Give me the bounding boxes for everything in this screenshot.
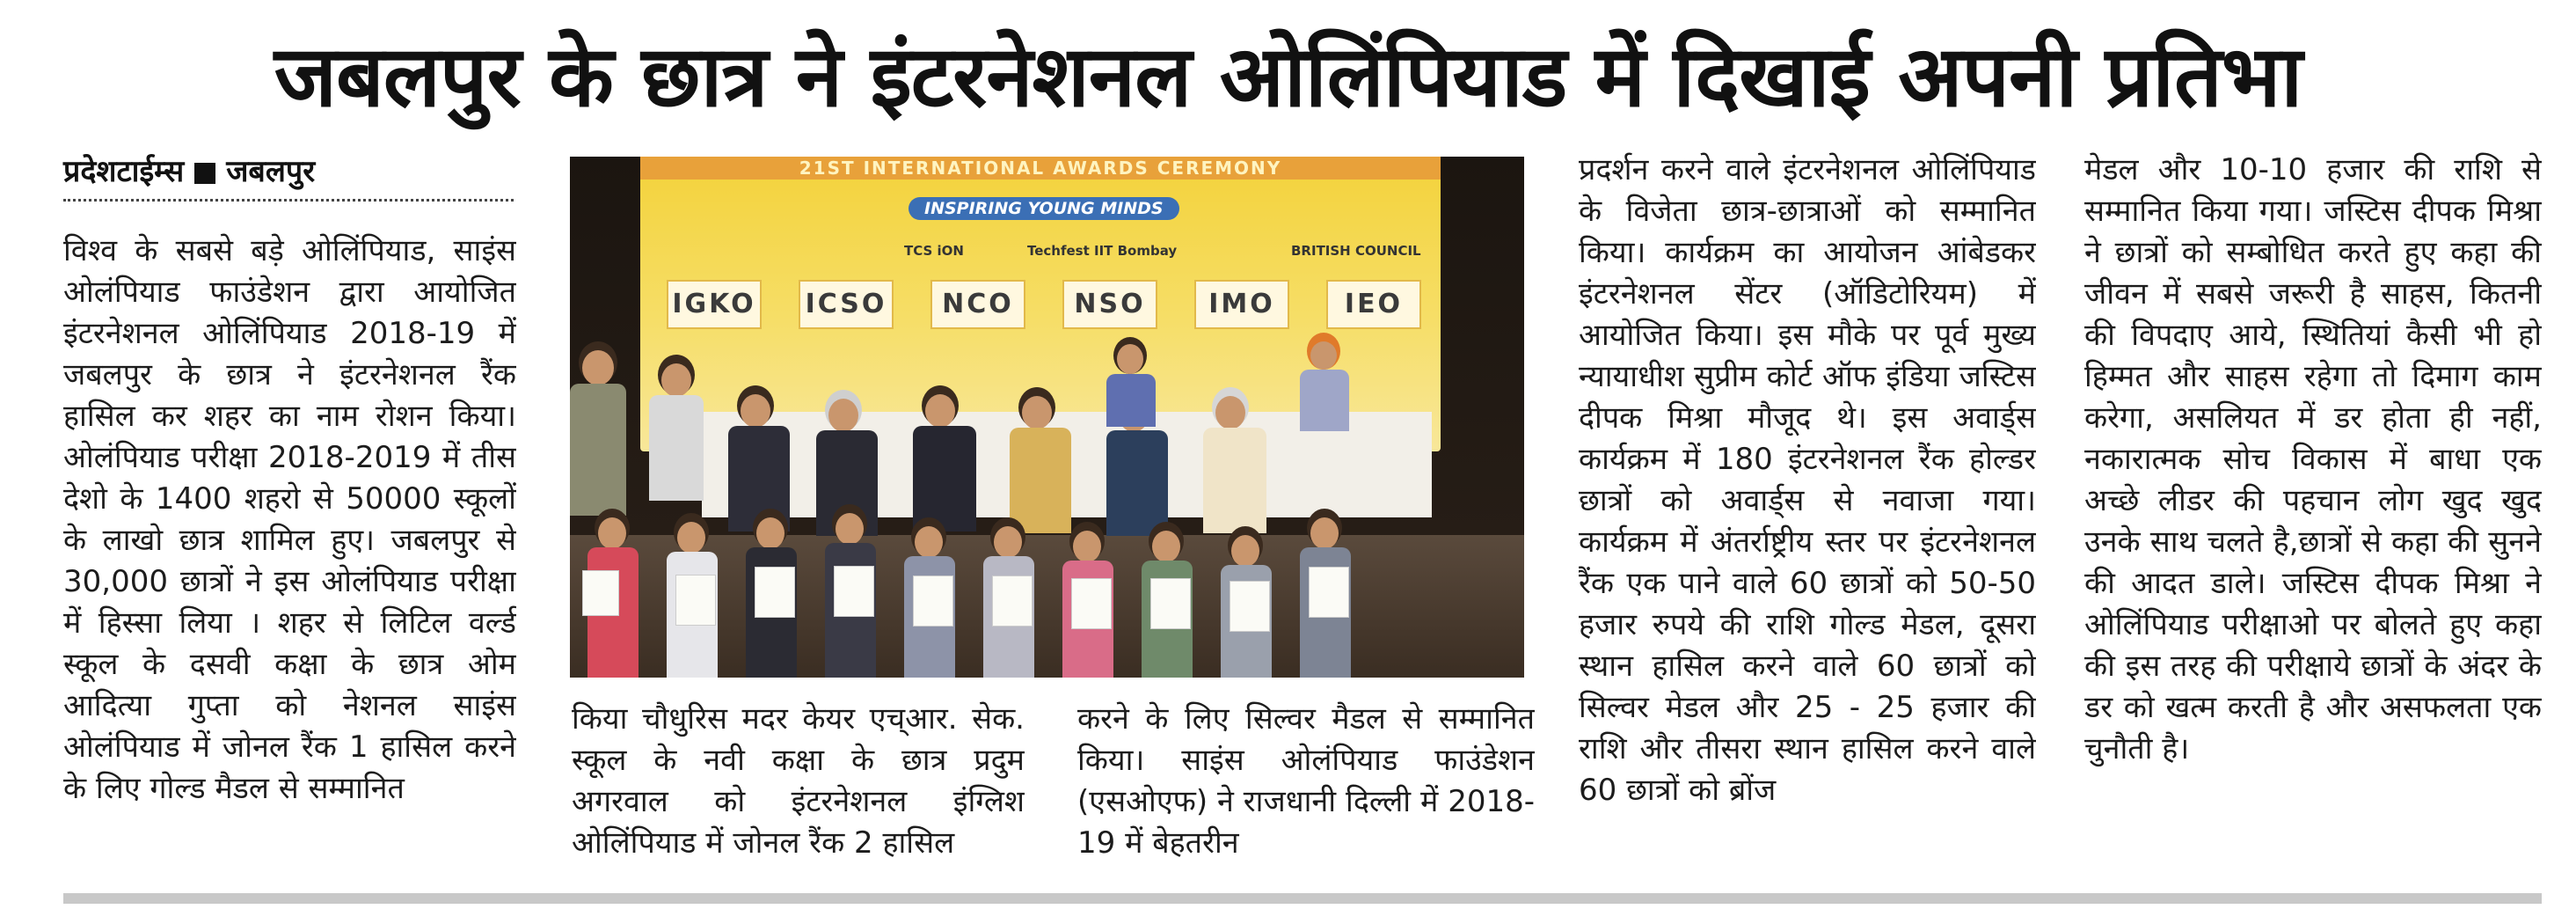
page-footer-rule [63,893,2542,904]
dateline-source: प्रदेशटाईम्स [63,154,185,189]
dateline [63,150,514,202]
logo-ieo: IEO [1326,280,1421,329]
column-5-text: मेडल और 10-10 हजार की राशि से सम्मानित किया गया। जस्टिस दीपक मिश्रा ने छात्रों को सम्बोधित करते हुए कहा की जीवन में सबसे जरूरी है साहस, कितनी की विपदाए आये, स्थितियां कैसी भी हो हिम्मत और साहस रहेगा तो दिमाग काम करेगा, असलियत में डर होता ही नहीं, नकारात्मक सोच विकास में बाधा एक अच्छे लीडर की पहचान लोग खुद खुद उनके साथ चलते है,छात्रों से कहा की सुनने की आदत डाले। जस्टिस दीपक मिश्रा ने ओलिंपियाड परीक्षाओ पर बोलते हुए कहा की इस तरह की परीक्षाये छात्रों के अंदर के डर को खत्म करती है और असफलता एक चुनौती है। [2084,152,2542,766]
banner-tagline: INSPIRING YOUNG MINDS [909,197,1179,220]
logo-nso: NSO [1062,280,1157,329]
headline: जबलपुर के छात्र ने इंटरनेशनल ओलिंपियाड में दिखाई अपनी प्रतिभा [274,27,2302,126]
separator-square-icon [194,163,215,184]
column-2-text: किया चौधुरिस मदर केयर एच्आर. सेक. स्कूल के नवी कक्षा के छात्र प्रदुम अगरवाल को इंटरनेशनल इंग्लिश ओलिंपियाड में जोनल रैंक 2 हासिल [572,701,1025,861]
article-column-3 [1077,699,1535,888]
logo-igko: IGKO [667,280,762,329]
logo-nco: NCO [930,280,1025,329]
column-1-text: विश्व के सबसे बड़े ओलिंपियाड, साइंस ओलंपियाड फाउंडेशन द्वारा आयोजित इंटरनेशनल ओलिंपियाड 2018-19 में जबलपुर के छात्र ने इंटरनेशनल रैंक हासिल कर शहर का नाम रोशन किया। ओलंपियाड परीक्षा 2018-2019 में तीस देशो के 1400 शहरो से 50000 स्कूलों के लाखो छात्र शामिल हुए। जबलपुर से 30,000 छात्रों ने इस ओलंपियाड परीक्षा में हिस्सा लिया । शहर से लिटिल वर्ल्ड स्कूल के दसवी कक्षा के छात्र ओम आदित्या गुप्ता को नेशनल साइंस ओलंपियाड में जोनल रैंक 1 हासिल करने के लिए गोल्ड मैडल से सम्मानित [63,233,516,806]
banner-title: 21ST INTERNATIONAL AWARDS CEREMONY [640,157,1441,180]
article-column-2 [572,699,1025,888]
article-column-5 [2084,150,2542,889]
logo-imo: IMO [1194,280,1289,329]
column-4-text: प्रदर्शन करने वाले इंटरनेशनल ओलिंपियाड के विजेता छात्र-छात्राओं को सम्मानित किया। कार्यक्रम का आयोजन आंबेडकर इंटरनेशनल सेंटर (ऑडिटोरियम) में आयोजित किया। इस मौके पर पूर्व मुख्य न्यायाधीश सुप्रीम कोर्ट ऑफ इंडिया जस्टिस दीपक मिश्रा मौजूद थे। इस अवार्ड्स कार्यक्रम में 180 इंटरनेशनल रैंक होल्डर छात्रों को अवार्ड्स से नवाजा गया। कार्यक्रम में अंतर्राष्ट्रीय स्तर पर इंटरनेशनल रैंक एक पाने वाले 60 छात्रों को 50-50 हजार रुपये की राशि गोल्ड मेडल, दूसरा स्थान हासिल करने वाले 60 छात्रों को सिल्वर मेडल और 25 - 25 हजार की राशि और तीसरा स्थान हासिल करने वाले 60 छात्रों को ब्रोंज [1579,152,2036,808]
sponsor-logo-british-council: BRITISH COUNCIL [1291,243,1421,259]
column-3-text: करने के लिए सिल्वर मैडल से सम्मानित किया। साइंस ओलंपियाड फाउंडेशन (एसओएफ) ने राजधानी दिल्ली में 2018-19 में बेहतरीन [1077,701,1535,861]
article-column-1 [63,231,516,882]
dateline-place: जबलपुर [226,154,316,189]
news-photo [570,157,1524,678]
article-column-4 [1579,150,2036,889]
sponsor-logo-techfest: Techfest IIT Bombay [1027,243,1178,259]
sponsor-logo-tcs: TCS iON [904,243,964,259]
award-recipients-group [570,157,1524,678]
logo-icso: ICSO [799,280,894,329]
